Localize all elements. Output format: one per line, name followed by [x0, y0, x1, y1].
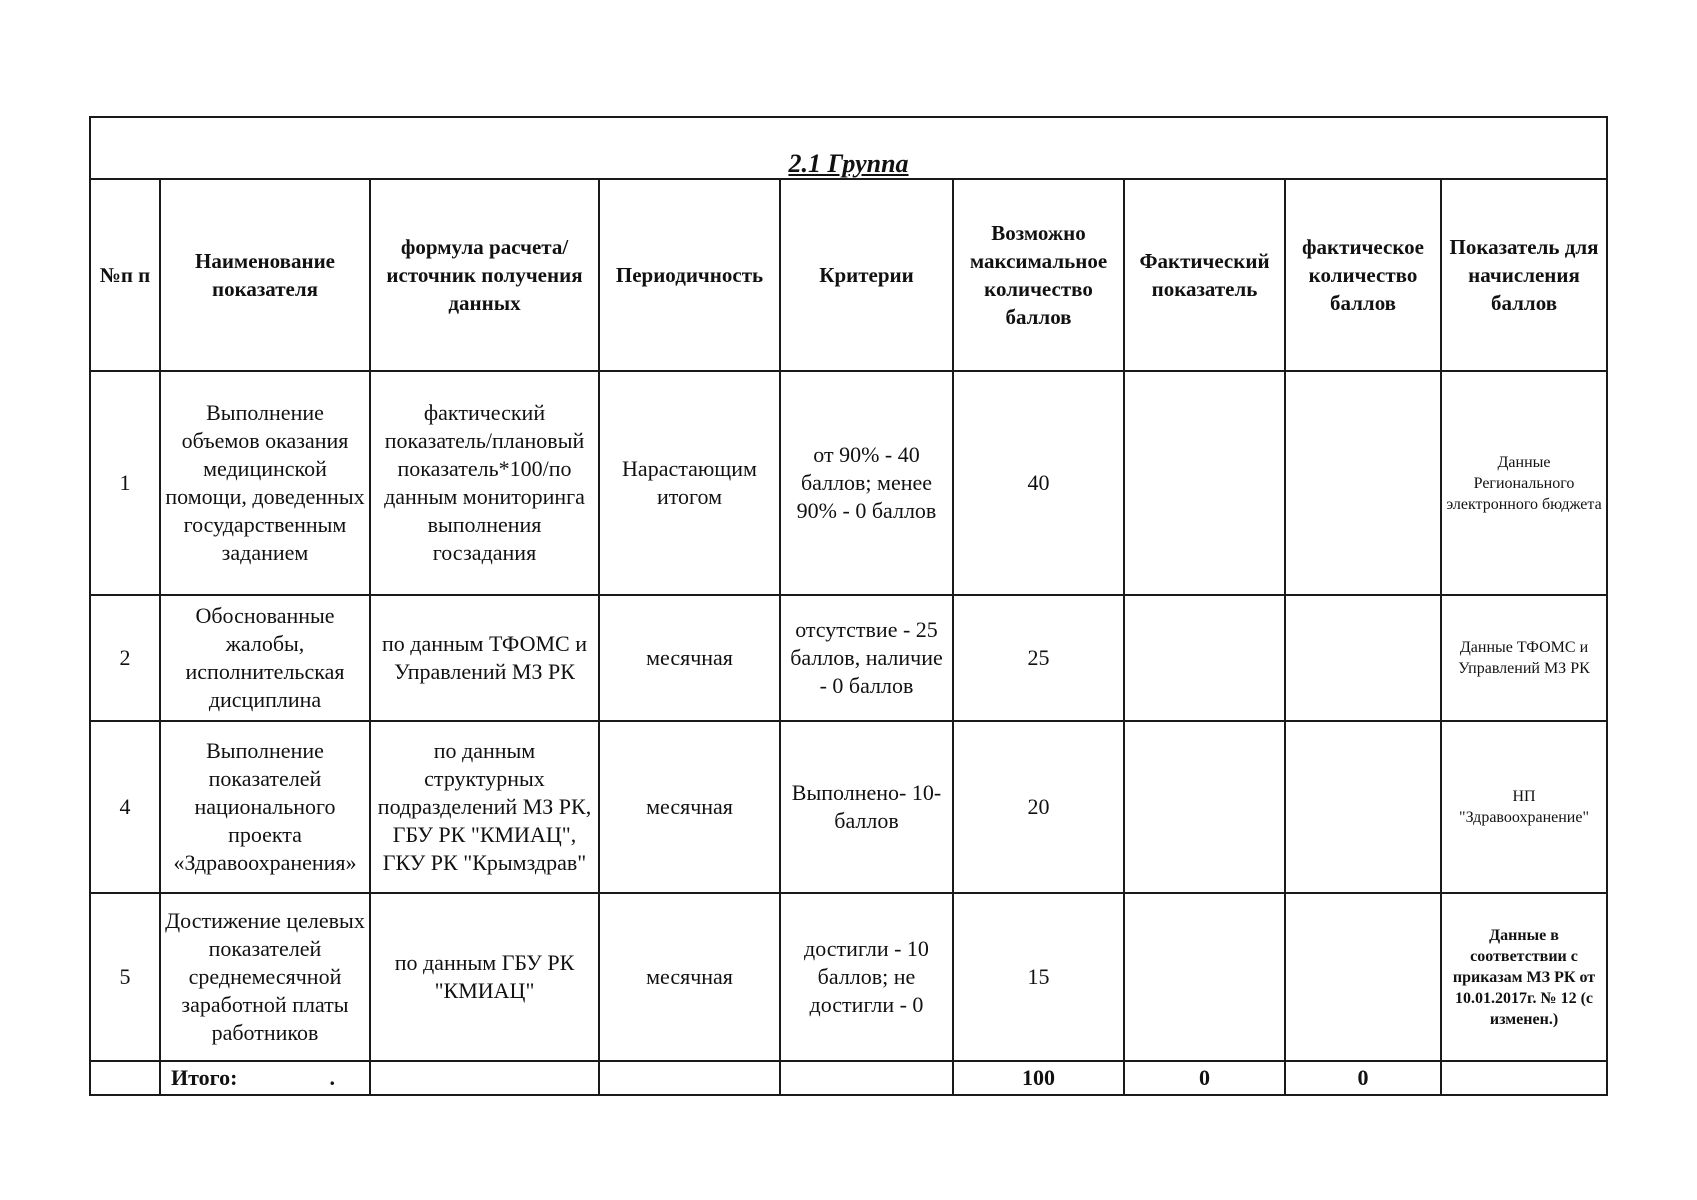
header-name: Наименование показателя	[160, 179, 370, 371]
cell-name: Достижение целевых показателей среднемесячной заработной платы работников	[160, 893, 370, 1061]
cell-source: НП "Здравоохранение"	[1441, 721, 1607, 893]
table-row	[90, 595, 1607, 721]
cell-period: месячная	[599, 595, 780, 721]
cell-max-points: 15	[953, 893, 1124, 1061]
cell-total-fact-points: 0	[1285, 1061, 1441, 1095]
cell-source: Данные в соответствии с приказам МЗ РК от 10.01.2017г. № 12 (с изменен.)	[1441, 893, 1607, 1061]
header-criteria: Критерии	[780, 179, 953, 371]
header-formula: формула расчета/источник получения данных	[370, 179, 599, 371]
cell-formula: по данным ТФОМС и Управлений МЗ РК	[370, 595, 599, 721]
header-row	[90, 179, 1607, 371]
total-dot: .	[329, 1065, 335, 1090]
cell-source: Данные Регионального электронного бюджета	[1441, 371, 1607, 595]
cell-fact-points	[1285, 893, 1441, 1061]
cell-max-points: 40	[953, 371, 1124, 595]
cell-total-criteria	[780, 1061, 953, 1095]
cell-num: 1	[90, 371, 160, 595]
cell-total-source	[1441, 1061, 1607, 1095]
cell-total-fact: 0	[1124, 1061, 1285, 1095]
cell-criteria: Выполнено- 10- баллов	[780, 721, 953, 893]
cell-source: Данные ТФОМС и Управлений МЗ РК	[1441, 595, 1607, 721]
cell-num: 5	[90, 893, 160, 1061]
cell-name: Выполнение объемов оказания медицинской помощи, доведенных государственным заданием	[160, 371, 370, 595]
table-row	[90, 371, 1607, 595]
cell-formula: фактический показатель/плановый показатель*100/по данным мониторинга выполнения госзадания	[370, 371, 599, 595]
cell-num: 2	[90, 595, 160, 721]
cell-name: Выполнение показателей национального проекта «Здравоохранения»	[160, 721, 370, 893]
table-row	[90, 893, 1607, 1061]
header-fact: Фактический показатель	[1124, 179, 1285, 371]
title-row	[90, 117, 1607, 179]
cell-max-points: 25	[953, 595, 1124, 721]
cell-formula: по данным структурных подразделений МЗ РК, ГБУ РК "КМИАЦ", ГКУ РК "Крымздрав"	[370, 721, 599, 893]
total-label: Итого:	[171, 1065, 238, 1090]
cell-criteria: отсутствие - 25 баллов, наличие - 0 баллов	[780, 595, 953, 721]
cell-num: 4	[90, 721, 160, 893]
document-sheet	[89, 116, 1606, 1096]
cell-total-label	[160, 1061, 370, 1095]
cell-total-num	[90, 1061, 160, 1095]
cell-fact	[1124, 721, 1285, 893]
cell-fact-points	[1285, 721, 1441, 893]
cell-period: месячная	[599, 721, 780, 893]
header-source: Показатель для начисления баллов	[1441, 179, 1607, 371]
cell-total-max: 100	[953, 1061, 1124, 1095]
cell-total-period	[599, 1061, 780, 1095]
header-period: Периодичность	[599, 179, 780, 371]
header-num: №п п	[90, 179, 160, 371]
total-row	[90, 1061, 1607, 1095]
cell-formula: по данным ГБУ РК "КМИАЦ"	[370, 893, 599, 1061]
cell-name: Обоснованные жалобы, исполнительская дисциплина	[160, 595, 370, 721]
header-fact-points: фактическое количество баллов	[1285, 179, 1441, 371]
cell-total-formula	[370, 1061, 599, 1095]
group-table	[89, 116, 1608, 1096]
cell-fact	[1124, 595, 1285, 721]
cell-criteria: от 90% - 40 баллов; менее 90% - 0 баллов	[780, 371, 953, 595]
table-title: 2.1 Группа	[90, 117, 1607, 179]
cell-fact	[1124, 371, 1285, 595]
cell-fact-points	[1285, 371, 1441, 595]
cell-max-points: 20	[953, 721, 1124, 893]
cell-fact	[1124, 893, 1285, 1061]
cell-period: Нарастающим итогом	[599, 371, 780, 595]
cell-period: месячная	[599, 893, 780, 1061]
cell-fact-points	[1285, 595, 1441, 721]
table-row	[90, 721, 1607, 893]
header-max-points: Возможно максимальное количество баллов	[953, 179, 1124, 371]
cell-criteria: достигли - 10 баллов; не достигли - 0	[780, 893, 953, 1061]
